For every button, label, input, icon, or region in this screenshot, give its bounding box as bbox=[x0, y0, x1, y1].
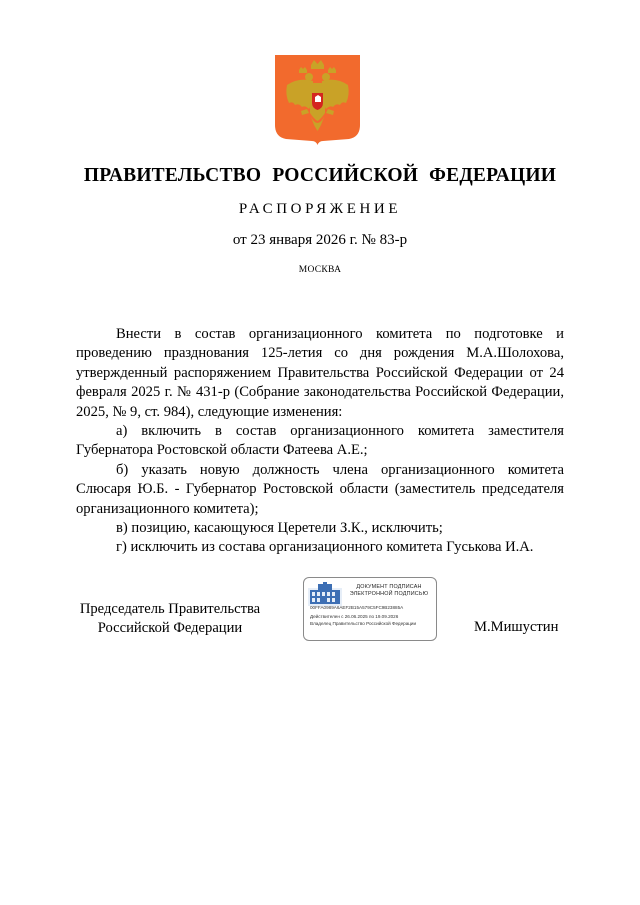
stamp-validity: Действителен с 26.06.2025 по 19.09.2026 bbox=[310, 614, 399, 619]
coat-of-arms-emblem bbox=[275, 55, 360, 145]
signer-position bbox=[60, 600, 280, 638]
stamp-owner: Владелец Правительство Российской Федерации bbox=[310, 621, 417, 626]
document-type: РАСПОРЯЖЕНИЕ bbox=[238, 201, 402, 217]
order-item-b: б) указать новую должность члена организационного комитета Слюсаря Ю.Б. - Губернатор Ростовской области (заместитель председателя организационного комитета); bbox=[76, 461, 564, 517]
order-item-c: в) позицию, касающуюся Церетели З.К., исключить; bbox=[116, 520, 443, 537]
stamp-certificate-serial: 00FFA0989A6AEF2B15A579C5FC9B23885A bbox=[310, 605, 404, 610]
order-paragraph-intro: Внести в состав организационного комитета по подготовке и проведению празднования 125-летия со дня рождения М.А.Шолохова, утвержденный распоряжением Правительства Российской Федерации от 24 февраля 2025 г. № 431-р (Собрание законодательства Российской Федерации, 2025, № 9, ст. 984), следующие изменения: bbox=[76, 326, 564, 420]
electronic-signature-stamp bbox=[303, 577, 437, 641]
signer-name: М.Мишустин bbox=[474, 619, 559, 635]
government-building-icon bbox=[308, 582, 342, 606]
government-title: ПРАВИТЕЛЬСТВО РОССИЙСКОЙ ФЕДЕРАЦИИ bbox=[83, 165, 557, 186]
signer-position-line1: Председатель Правительства bbox=[79, 601, 261, 617]
document-date-number: от 23 января 2026 г. № 83-р bbox=[232, 232, 408, 248]
signer-position-line2: Российской Федерации bbox=[97, 620, 243, 636]
stamp-heading: ДОКУМЕНТ ПОДПИСАН ЭЛЕКТРОННОЙ ПОДПИСЬЮ bbox=[349, 584, 429, 597]
document-city: МОСКВА bbox=[298, 265, 342, 275]
order-item-d: г) исключить из состава организационного комитета Гуськова И.А. bbox=[116, 539, 534, 556]
order-item-a: а) включить в состав организационного комитета заместителя Губернатора Ростовской области Фатеева А.Е.; bbox=[76, 423, 564, 459]
order-body bbox=[76, 325, 564, 558]
